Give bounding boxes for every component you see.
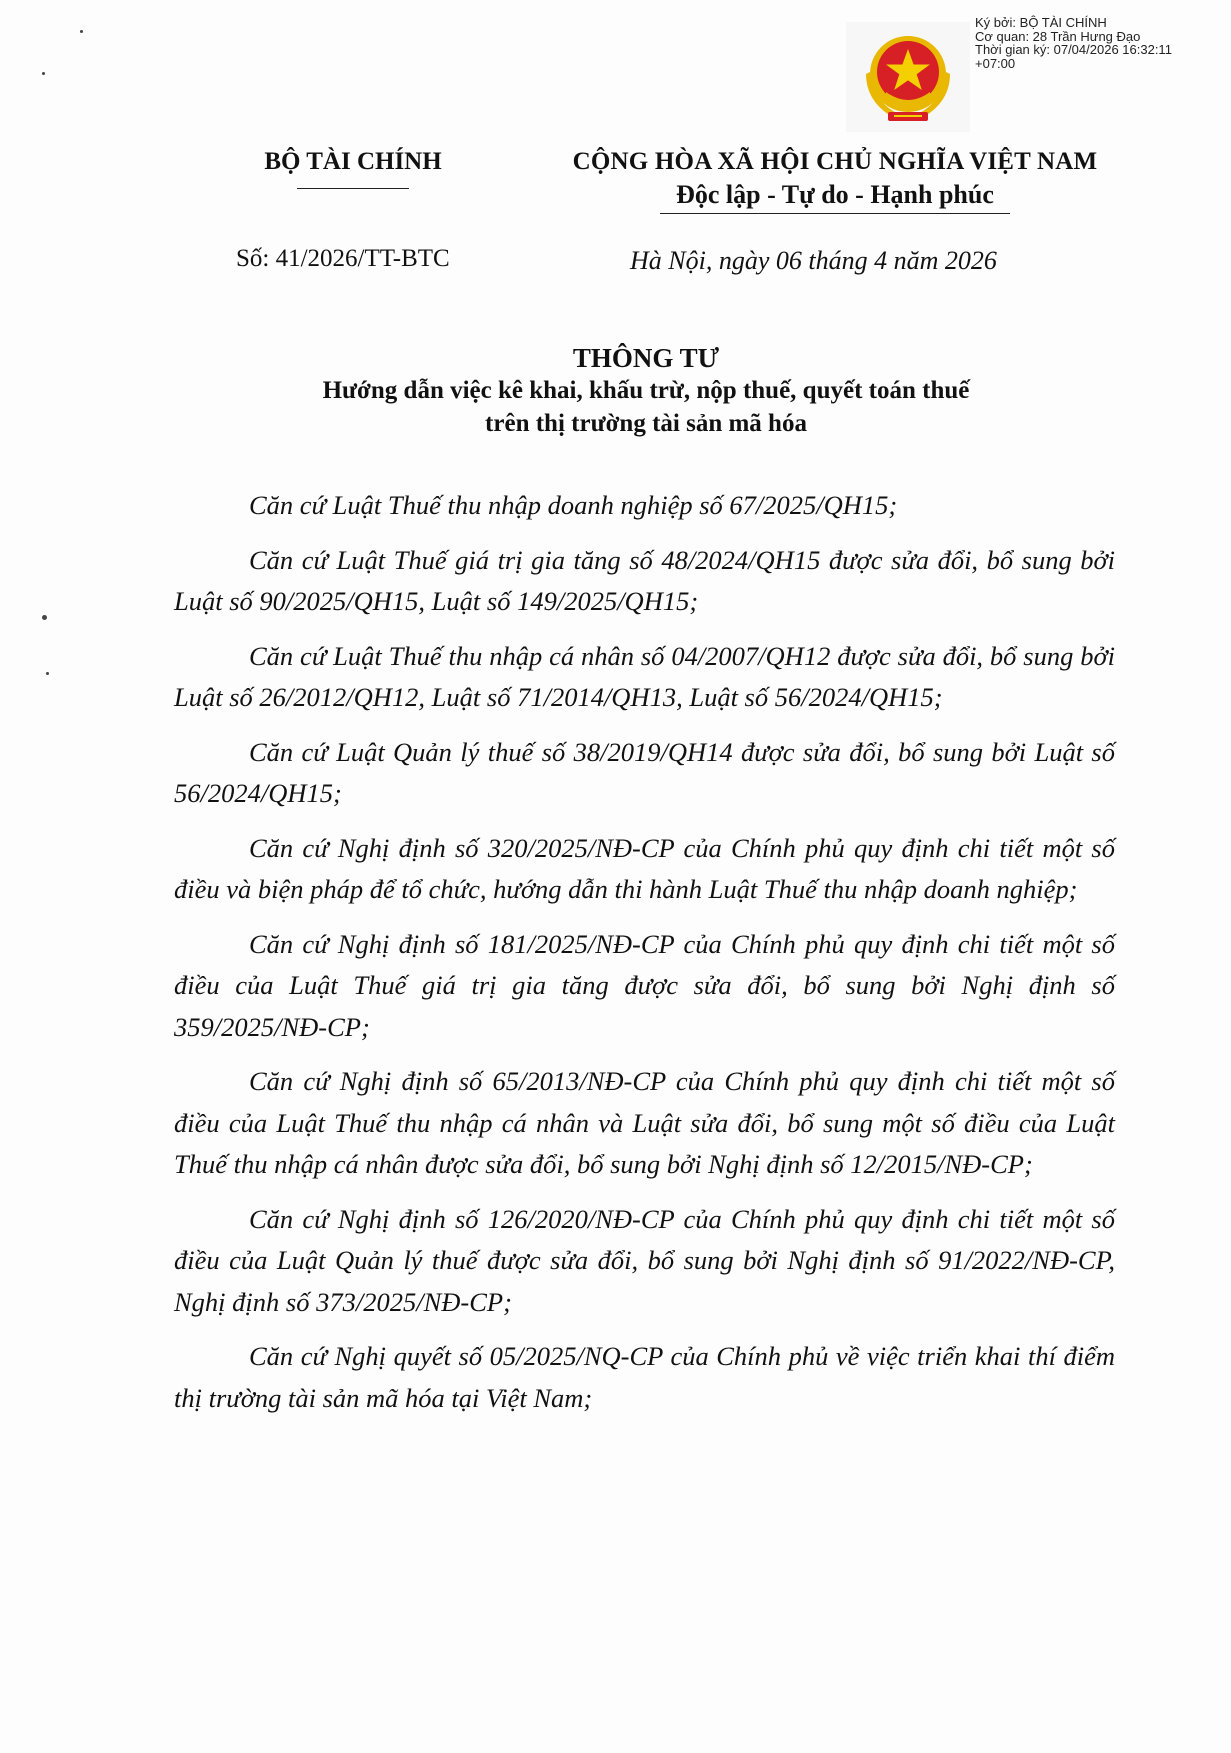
document-type: THÔNG TƯ	[572, 343, 720, 373]
nation-name: CỘNG HÒA XÃ HỘI CHỦ NGHĨA VIỆT NAM	[572, 148, 1098, 175]
motto-underline	[660, 213, 1010, 214]
national-header	[540, 148, 1130, 214]
national-motto: Độc lập - Tự do - Hạnh phúc	[676, 180, 994, 209]
legal-basis-paragraph: Căn cứ Luật Thuế giá trị gia tăng số 48/2024/QH15 được sửa đổi, bổ sung bởi Luật số 90/2025/QH15, Luật số 149/2025/QH15;	[174, 544, 1115, 616]
scan-speck	[46, 672, 49, 675]
document-title-block	[180, 342, 1112, 440]
scan-speck	[80, 30, 83, 33]
signature-signer: Ký bởi: BỘ TÀI CHÍNH	[975, 15, 1107, 30]
signature-timezone: +07:00	[975, 55, 1016, 71]
legal-basis-paragraph: Căn cứ Luật Thuế thu nhập doanh nghiệp số 67/2025/QH15;	[249, 490, 898, 520]
issuing-agency-header	[248, 148, 458, 189]
place-and-date: Hà Nội, ngày 06 tháng 4 năm 2026	[630, 246, 997, 275]
scan-speck	[42, 615, 47, 620]
legal-basis-paragraph: Căn cứ Luật Thuế thu nhập cá nhân số 04/2007/QH12 được sửa đổi, bổ sung bởi Luật số 26/2012/QH12, Luật số 71/2014/QH13, Luật số 56/2024/QH15;	[174, 640, 1115, 712]
legal-basis-paragraph: Căn cứ Nghị định số 65/2013/NĐ-CP của Chính phủ quy định chi tiết một số điều của Luật Thuế thu nhập cá nhân và Luật sửa đổi, bổ sung một số điều của Luật Thuế thu nhập cá nhân được sửa đổi, bổ sung bởi Nghị định số 12/2015/NĐ-CP;	[174, 1066, 1115, 1179]
national-emblem-icon	[846, 22, 970, 132]
document-subject-line-1: Hướng dẫn việc kê khai, khấu trừ, nộp thuế, quyết toán thuế	[322, 377, 970, 404]
legal-basis-paragraph: Căn cứ Luật Quản lý thuế số 38/2019/QH14 được sửa đổi, bổ sung bởi Luật số 56/2024/QH15;	[174, 736, 1115, 808]
issuing-agency-name: BỘ TÀI CHÍNH	[264, 148, 442, 175]
legal-basis-paragraph: Căn cứ Nghị định số 181/2025/NĐ-CP của Chính phủ quy định chi tiết một số điều của Luật Thuế giá trị gia tăng được sửa đổi, bổ sung bởi Nghị định số 359/2025/NĐ-CP;	[174, 928, 1115, 1042]
document-subject-line-2: trên thị trường tài sản mã hóa	[485, 410, 807, 437]
agency-underline	[297, 188, 409, 189]
digital-signature-block	[975, 16, 1225, 70]
signature-time: Thời gian ký: 07/04/2026 16:32:11	[975, 42, 1172, 57]
legal-basis-section	[174, 485, 1115, 1432]
document-number: Số: 41/2026/TT-BTC	[236, 245, 450, 272]
scan-speck	[42, 72, 45, 75]
legal-basis-paragraph: Căn cứ Nghị định số 320/2025/NĐ-CP của Chính phủ quy định chi tiết một số điều và biện pháp để tổ chức, hướng dẫn thi hành Luật Thuế thu nhập doanh nghiệp;	[174, 832, 1115, 904]
legal-basis-paragraph: Căn cứ Nghị định số 126/2020/NĐ-CP của Chính phủ quy định chi tiết một số điều của Luật Quản lý thuế được sửa đổi, bổ sung bởi Nghị định số 91/2022/NĐ-CP, Nghị định số 373/2025/NĐ-CP;	[174, 1203, 1115, 1317]
signature-agency-address: Cơ quan: 28 Trần Hưng Đạo	[975, 28, 1141, 44]
legal-basis-paragraph: Căn cứ Nghị quyết số 05/2025/NQ-CP của Chính phủ về việc triển khai thí điểm thị trường tài sản mã hóa tại Việt Nam;	[174, 1341, 1115, 1413]
